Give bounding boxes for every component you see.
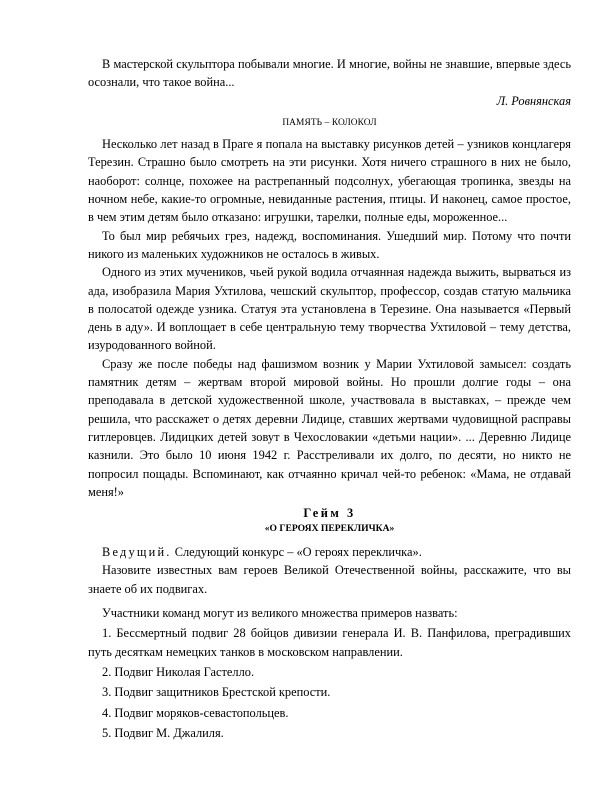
memory-paragraph-4: Сразу же после победы над фашизмом возник у Марии Ухтиловой замысел: создать памятник детям – жертвам второй мировой войны. Но прошли долгие годы – она преподавала в детской художественной школе, участвовала в выставках, – прежде чем решила, что расскажет о детях деревни Лидице, ставших жертвами чудовищной расправы гитлеровцев. Лидицких детей зовут в Чехословакии «детьми нации». ... Деревню Лидице казнили. Это было 10 июня 1942 г. Расстреливали их долго, по десяти, но никто не попросил пощады. Вспоминают, как отчаянно кричал чей-то ребенок: «Мама, не отдавай меня!» (88, 356, 571, 499)
list-item-5: 5. Подвиг М. Джалиля. (102, 725, 224, 740)
list-item-3: 3. Подвиг защитников Брестской крепости. (102, 685, 331, 700)
section-title: ПАМЯТЬ – КОЛОКОЛ (282, 117, 377, 128)
host-paragraph (88, 543, 571, 561)
intro-author: Л. Ровнянская (496, 93, 571, 108)
speaker-text: Следующий конкурс – «О героях перекличка». (171, 545, 422, 560)
game-paragraph-1: Назовите известных вам героев Великой Отечественной войны, расскажите, что вы знаете об их подвигах. (88, 563, 571, 596)
list-item-1: 1. Бессмертный подвиг 28 бойцов дивизии генерала И. В. Панфилова, преградивших путь десяткам немецких танков в московском направлении. (88, 626, 571, 659)
intro-paragraph: В мастерской скульптора побывали многие. И многие, войны не знавшие, впервые здесь осознали, что такое война... (88, 57, 571, 90)
memory-paragraph-1: Несколько лет назад в Праге я попала на выставку рисунков детей – узников концлагеря Терезин. Страшно было смотреть на эти рисунки. Хотя ничего страшного в них не было, наоборот: солнце, похожее на растрепанный подсолнух, убегающая тропинка, звезды на ночном небе, какие-то огромные, невиданные растения, птицы. И наконец, самое простое, в чем этим детям было отказано: игрушки, тарелки, полные еды, мороженное... (88, 137, 571, 225)
list-item-2: 2. Подвиг Николая Гастелло. (102, 664, 255, 679)
game-heading: Гейм 3 (303, 506, 356, 521)
game-paragraph-2: Участники команд могут из великого множества примеров назвать: (102, 606, 458, 621)
list-item-4: 4. Подвиг моряков-севастопольцев. (102, 705, 289, 720)
memory-paragraph-2: То был мир ребячьих грез, надежд, воспоминания. Ушедший мир. Потому что почти никого из маленьких художников не осталось в живых. (88, 228, 571, 261)
memory-paragraph-3: Одного из этих мучеников, чьей рукой водила отчаянная надежда выжить, вырваться из ада, изобразила Мария Ухтилова, чешский скульптор, профессор, создав статую мальчика в полосатой одежде узника. Статуя эта установлена в Терезине. Она называется «Первый день в аду». И воплощает в себе центральную тему творчества Ухтиловой – тему детства, изуродованного войной. (88, 265, 571, 353)
speaker-label: Ведущий. (102, 545, 172, 560)
document-page (88, 55, 571, 742)
game-subtitle: «О ГЕРОЯХ ПЕРЕКЛИЧКА» (264, 523, 395, 535)
